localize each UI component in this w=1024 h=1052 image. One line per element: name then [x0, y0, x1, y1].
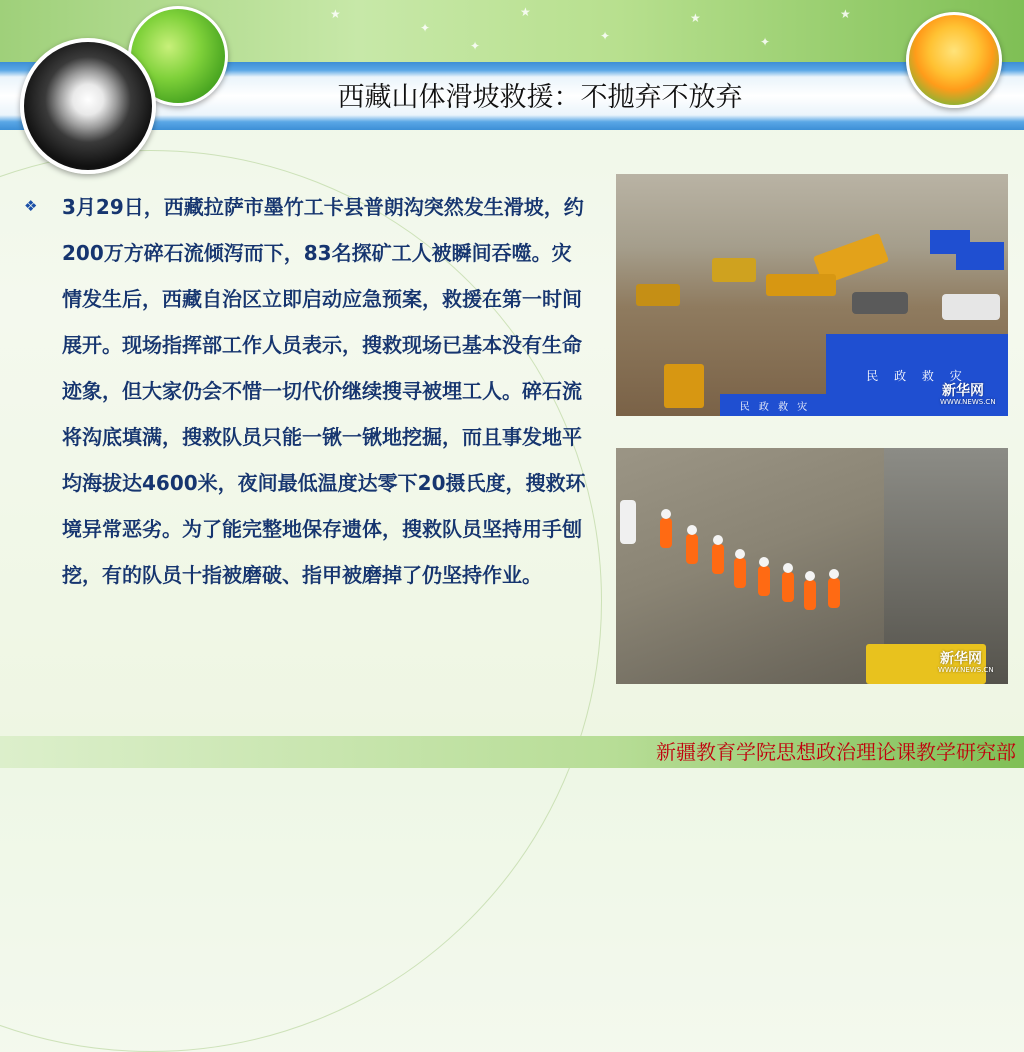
star-icon: ★ — [330, 7, 341, 21]
rescuer-figure — [686, 534, 698, 564]
tent-label: 民 政 救 灾 — [866, 368, 968, 383]
dandelion-photo — [20, 38, 156, 174]
body-paragraph: 3月29日，西藏拉萨市墨竹工卡县普朗沟突然发生滑坡，约200万方碎石流倾泻而下，83名探矿工人被瞬间吞噬。灾情发生后，西藏自治区立即启动应急预案，救援在第一时间展开。现场指挥部工作人员表示，搜救现场已基本没有生命迹象，但大家仍会不惜一切代价继续搜寻被埋工人。碎石流将沟底填满，搜救队员只能一锹一锹地挖掘，而且事发地平均海拔达4600米，夜间最低温度达零下20摄氏度，搜救环境异常恶劣。为了能完整地保存遗体，搜救队员坚持用手刨挖，有的队员十指被磨破、指甲被磨掉了仍坚持作业。 — [62, 195, 586, 587]
star-icon: ★ — [690, 11, 701, 25]
rescuer-figure — [782, 572, 794, 602]
star-icon: ✦ — [760, 35, 771, 49]
bullet-diamond-icon: ❖ — [24, 197, 38, 215]
rescuers-digging-photo — [616, 448, 1008, 684]
photo-watermark-url: WWW.NEWS.CN — [938, 666, 994, 674]
star-icon: ★ — [840, 7, 851, 21]
rescuer-figure — [804, 580, 816, 610]
excavator-shape — [636, 284, 680, 306]
excavator-shape — [664, 364, 704, 408]
loader-shape — [712, 258, 756, 282]
relief-tent-small — [720, 394, 830, 416]
star-icon: ✦ — [420, 21, 431, 35]
tulip-photo — [906, 12, 1002, 108]
star-icon: ★ — [520, 5, 531, 19]
rescuer-figure — [758, 566, 770, 596]
rescuer-figure — [734, 558, 746, 588]
small-tent-shape — [956, 242, 1004, 270]
photo-watermark: 新华网 — [940, 651, 982, 667]
slide-title: 西藏山体滑坡救援：不抛弃不放弃 — [337, 82, 743, 113]
rescuer-figure — [660, 518, 672, 548]
car-shape — [942, 294, 1000, 320]
footer-institution: 新疆教育学院思想政治理论课教学研究部 — [656, 740, 1016, 764]
photo-watermark-url: WWW.NEWS.CN — [940, 398, 996, 406]
worker-white-suit — [620, 500, 636, 544]
star-icon: ✦ — [470, 39, 481, 53]
photo-watermark: 新华网 — [942, 383, 984, 399]
rescue-site-photo — [616, 174, 1008, 416]
rescuer-figure — [712, 544, 724, 574]
rescuer-figure — [828, 578, 840, 608]
star-icon: ✦ — [600, 29, 611, 43]
tent-label: 民 政 救 灾 — [739, 401, 811, 413]
car-shape — [852, 292, 908, 314]
excavator-shape — [766, 274, 836, 296]
